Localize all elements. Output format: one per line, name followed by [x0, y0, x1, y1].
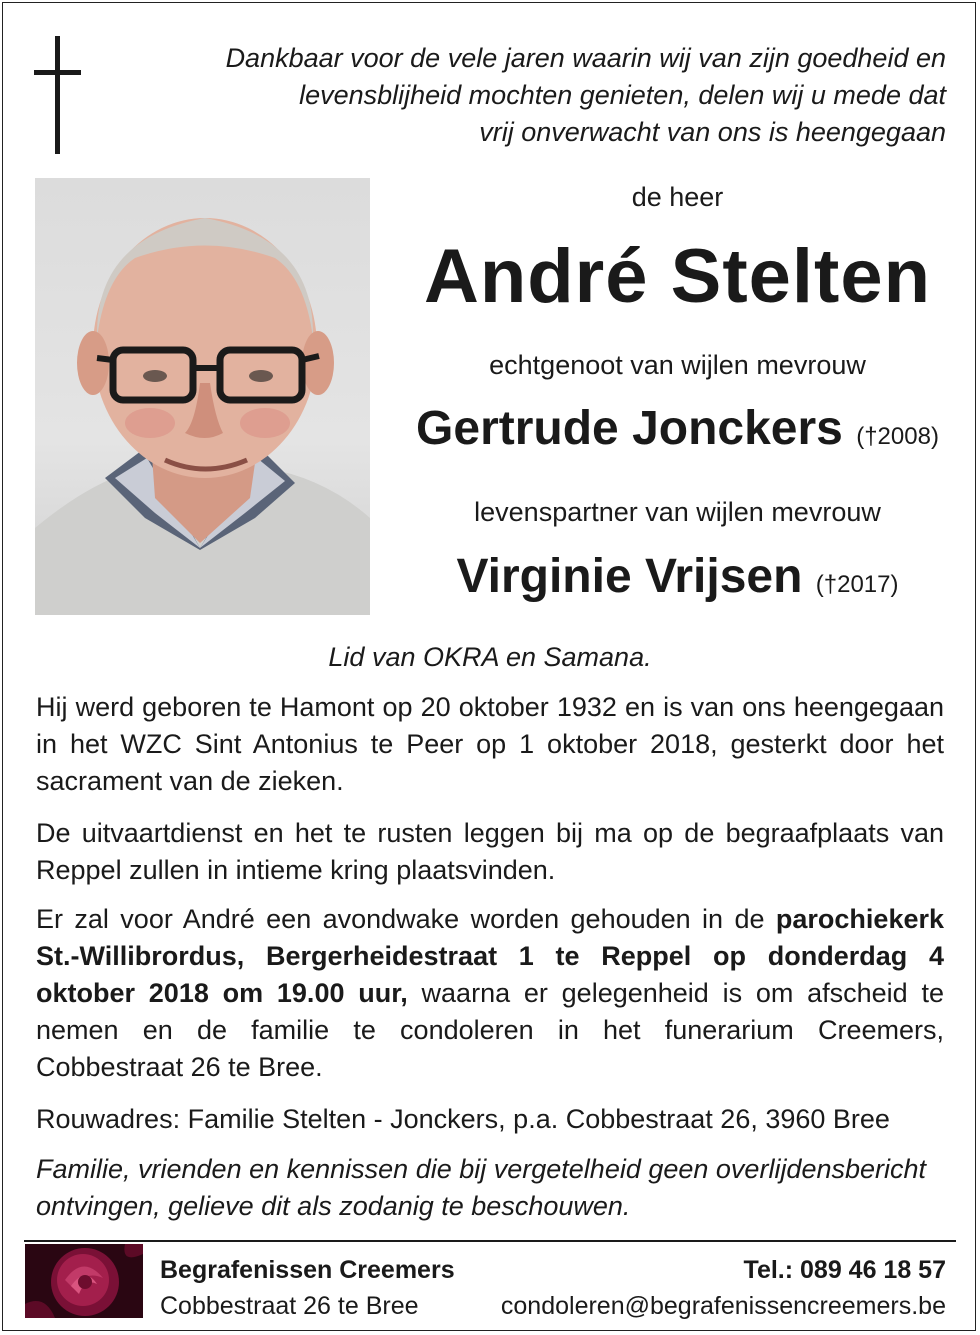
- rose-image: [25, 1244, 143, 1318]
- wake-text-before: Er zal voor André een avondwake worden gehouden in de: [36, 904, 776, 934]
- address-paragraph: Rouwadres: Familie Stelten - Jonckers, p.a. Cobbestraat 26, 3960 Bree: [36, 1104, 890, 1134]
- funeral-paragraph: De uitvaartdienst en het te rusten leggen bij ma op de begraafplaats van Reppel zullen in intieme kring plaatsvinden.: [36, 818, 944, 885]
- wake-paragraph: [36, 901, 944, 1086]
- footer-telephone[interactable]: Tel.: 089 46 18 57: [743, 1256, 946, 1284]
- footer-company: Begrafenissen Creemers: [160, 1256, 455, 1284]
- deceased-title: de heer: [631, 182, 724, 212]
- deceased-name: André Stelten: [423, 234, 932, 319]
- intro-line: vrij onverwacht van ons is heengegaan: [479, 117, 946, 147]
- spouse-label: echtgenoot van wijlen mevrouw: [489, 350, 866, 380]
- membership-text: Lid van OKRA en Samana.: [328, 642, 652, 672]
- spouse-name: Gertrude Jonckers: [416, 402, 843, 455]
- wake-text-bold: parochiekerk St.-Willibrordus, Bergerheidestraat 1 te Reppel op donderdag 4 oktober 2018 om 19.00 uur,: [36, 904, 944, 1008]
- partner-death-year: (†2017): [815, 571, 899, 598]
- footer-address: Cobbestraat 26 te Bree: [160, 1292, 419, 1320]
- intro-text: [146, 40, 946, 151]
- intro-line: Dankbaar voor de vele jaren waarin wij van zijn goedheid en: [225, 43, 946, 73]
- footer-divider: [24, 1240, 956, 1242]
- spouse-name-line: [390, 398, 965, 468]
- partner-name-line: [390, 546, 965, 616]
- wake-text-after: waarna er gelegenheid is om afscheid te nemen en de familie te condoleren in het funerarium Creemers, Cobbestraat 26 te Bree.: [36, 978, 944, 1082]
- partner-label: levenspartner van wijlen mevrouw: [474, 497, 881, 527]
- partner-name: Virginie Vrijsen: [456, 550, 803, 603]
- birth-paragraph: Hij werd geboren te Hamont op 20 oktober 1932 en is van ons heengegaan in het WZC Sint Antonius te Peer op 1 oktober 2018, gesterkt door het sacrament van de zieken.: [36, 692, 944, 796]
- footer-email-link[interactable]: condoleren@begrafenissencreemers.be: [500, 1292, 946, 1320]
- spouse-death-year: (†2008): [856, 423, 939, 450]
- portrait-photo: [35, 178, 370, 615]
- note-paragraph: Familie, vrienden en kennissen die bij vergetelheid geen overlijdensbericht ontvingen, gelieve dit als zodanig te beschouwen.: [36, 1154, 927, 1221]
- intro-line: levensblijheid mochten genieten, delen wij u mede dat: [299, 80, 946, 110]
